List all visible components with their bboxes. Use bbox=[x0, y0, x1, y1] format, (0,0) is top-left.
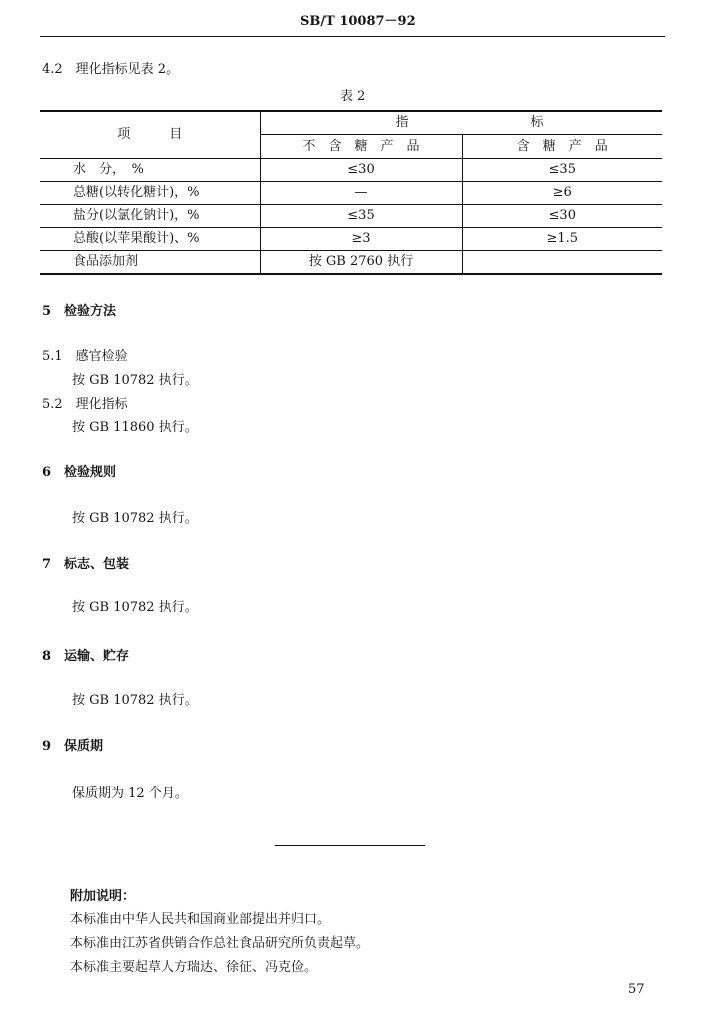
row-item: 总糖(以转化糖计)，% bbox=[40, 182, 260, 205]
row-no-sugar-value: ≥3 bbox=[260, 228, 462, 251]
section-6-body: 按 GB 10782 执行。 bbox=[72, 511, 198, 526]
appendix-title: 附加说明： bbox=[70, 889, 136, 904]
appendix-line: 本标准主要起草人方瑞达、徐征、冯克俭。 bbox=[70, 960, 318, 975]
row-sugar-value bbox=[462, 251, 662, 275]
item-column-header: 项 目 bbox=[40, 111, 260, 159]
section-9-body: 保质期为 12 个月。 bbox=[72, 786, 188, 801]
index-header-char-1: 指 bbox=[395, 115, 409, 130]
header-rule bbox=[40, 36, 665, 37]
row-item: 盐分(以氯化钠计)，% bbox=[40, 205, 260, 228]
clause-5-2-heading: 5.2 理化指标 bbox=[42, 397, 128, 412]
appendix-line: 本标准由江苏省供销合作总社食品研究所负责起草。 bbox=[70, 936, 370, 951]
row-sugar-value: ≤30 bbox=[462, 205, 662, 228]
row-item: 食品添加剂 bbox=[40, 251, 260, 275]
row-no-sugar-value: ≤35 bbox=[260, 205, 462, 228]
table-row bbox=[40, 251, 662, 275]
table-row bbox=[40, 159, 662, 182]
clause-4-2-text: 4.2 理化指标见表 2。 bbox=[42, 62, 180, 77]
row-item: 水 分， % bbox=[40, 159, 260, 182]
clause-5-1-heading: 5.1 感官检验 bbox=[42, 349, 128, 364]
section-7-body: 按 GB 10782 执行。 bbox=[72, 600, 198, 615]
clause-5-2-body: 按 GB 11860 执行。 bbox=[72, 420, 198, 435]
appendix-line: 本标准由中华人民共和国商业部提出并归口。 bbox=[70, 912, 331, 927]
section-9-heading: 9 保质期 bbox=[42, 739, 104, 754]
table-header-row-1 bbox=[40, 111, 662, 135]
end-of-text-rule bbox=[275, 845, 425, 846]
page-number: 57 bbox=[628, 982, 645, 997]
row-no-sugar-value: ≤30 bbox=[260, 159, 462, 182]
index-header-char-2: 标 bbox=[530, 115, 544, 130]
row-sugar-value: ≥6 bbox=[462, 182, 662, 205]
table-row bbox=[40, 182, 662, 205]
section-7-heading: 7 标志、包装 bbox=[42, 557, 130, 572]
section-6-heading: 6 检验规则 bbox=[42, 465, 117, 480]
row-no-sugar-value: — bbox=[260, 182, 462, 205]
section-5-heading: 5 检验方法 bbox=[42, 304, 117, 319]
index-group-header bbox=[260, 111, 662, 135]
no-sugar-column-header: 不 含 糖 产 品 bbox=[260, 135, 462, 159]
section-8-body: 按 GB 10782 执行。 bbox=[72, 693, 198, 708]
table-caption: 表 2 bbox=[340, 89, 366, 104]
table-row bbox=[40, 205, 662, 228]
sugar-column-header: 含 糖 产 品 bbox=[516, 138, 608, 154]
standard-code-header: SB/T 10087－92 bbox=[300, 14, 416, 29]
row-sugar-value: ≤35 bbox=[462, 159, 662, 182]
row-no-sugar-value: 按 GB 2760 执行 bbox=[260, 251, 462, 275]
row-item: 总酸(以苹果酸计)、% bbox=[40, 228, 260, 251]
table-row bbox=[40, 228, 662, 251]
section-8-heading: 8 运输、贮存 bbox=[42, 649, 130, 664]
row-sugar-value: ≥1.5 bbox=[462, 228, 662, 251]
indicator-table bbox=[40, 110, 662, 275]
clause-5-1-body: 按 GB 10782 执行。 bbox=[72, 373, 198, 388]
